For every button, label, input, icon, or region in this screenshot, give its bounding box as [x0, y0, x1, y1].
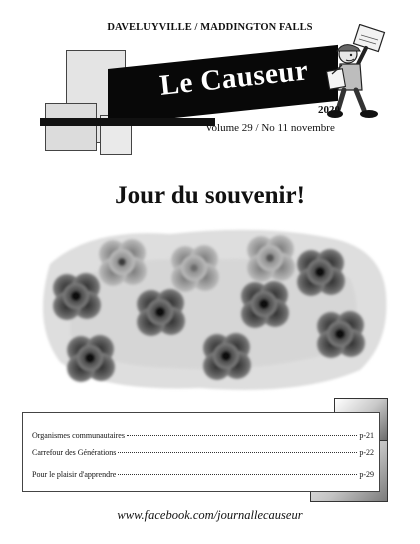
poppy-icon	[137, 289, 185, 336]
toc-leader	[127, 435, 357, 436]
toc-item[interactable]	[32, 470, 374, 482]
toc-item-page: p-22	[359, 448, 374, 457]
toc-leader	[118, 452, 357, 453]
poppy-icon	[297, 249, 345, 296]
poppy-icon	[67, 335, 115, 382]
issue-year: 2020	[318, 104, 340, 116]
poppy-icon	[53, 273, 101, 320]
poppy-icon	[241, 281, 289, 328]
poppy-icon	[171, 245, 219, 292]
masthead-square-small	[45, 103, 97, 151]
toc-item-label: Carrefour des Générations	[32, 448, 117, 457]
toc-item-label: Organismes communautaires	[32, 431, 125, 440]
poppy-icon	[99, 239, 147, 286]
region-label: DAVELUYVILLE / MADDINGTON FALLS	[107, 22, 313, 33]
toc-item[interactable]	[32, 431, 374, 443]
toc-item[interactable]	[32, 448, 374, 460]
table-of-contents	[22, 412, 380, 492]
issue-volume: Volume 29 / No 11 novembre	[205, 122, 335, 134]
toc-item-page: p-29	[359, 470, 374, 479]
toc-item-label: Pour le plaisir d'apprendre	[32, 470, 117, 479]
toc-item-page: p-21	[359, 431, 374, 440]
facebook-link[interactable]: www.facebook.com/journallecauseur	[117, 508, 303, 522]
poppies-illustration	[30, 224, 390, 394]
page-headline: Jour du souvenir!	[115, 182, 305, 209]
toc-leader	[118, 474, 357, 475]
poppy-icon	[317, 311, 365, 358]
poppy-icon	[247, 235, 295, 282]
poppy-icon	[203, 333, 251, 380]
newspaper-title: Le Causeur	[158, 54, 310, 102]
title-underline	[40, 118, 215, 126]
